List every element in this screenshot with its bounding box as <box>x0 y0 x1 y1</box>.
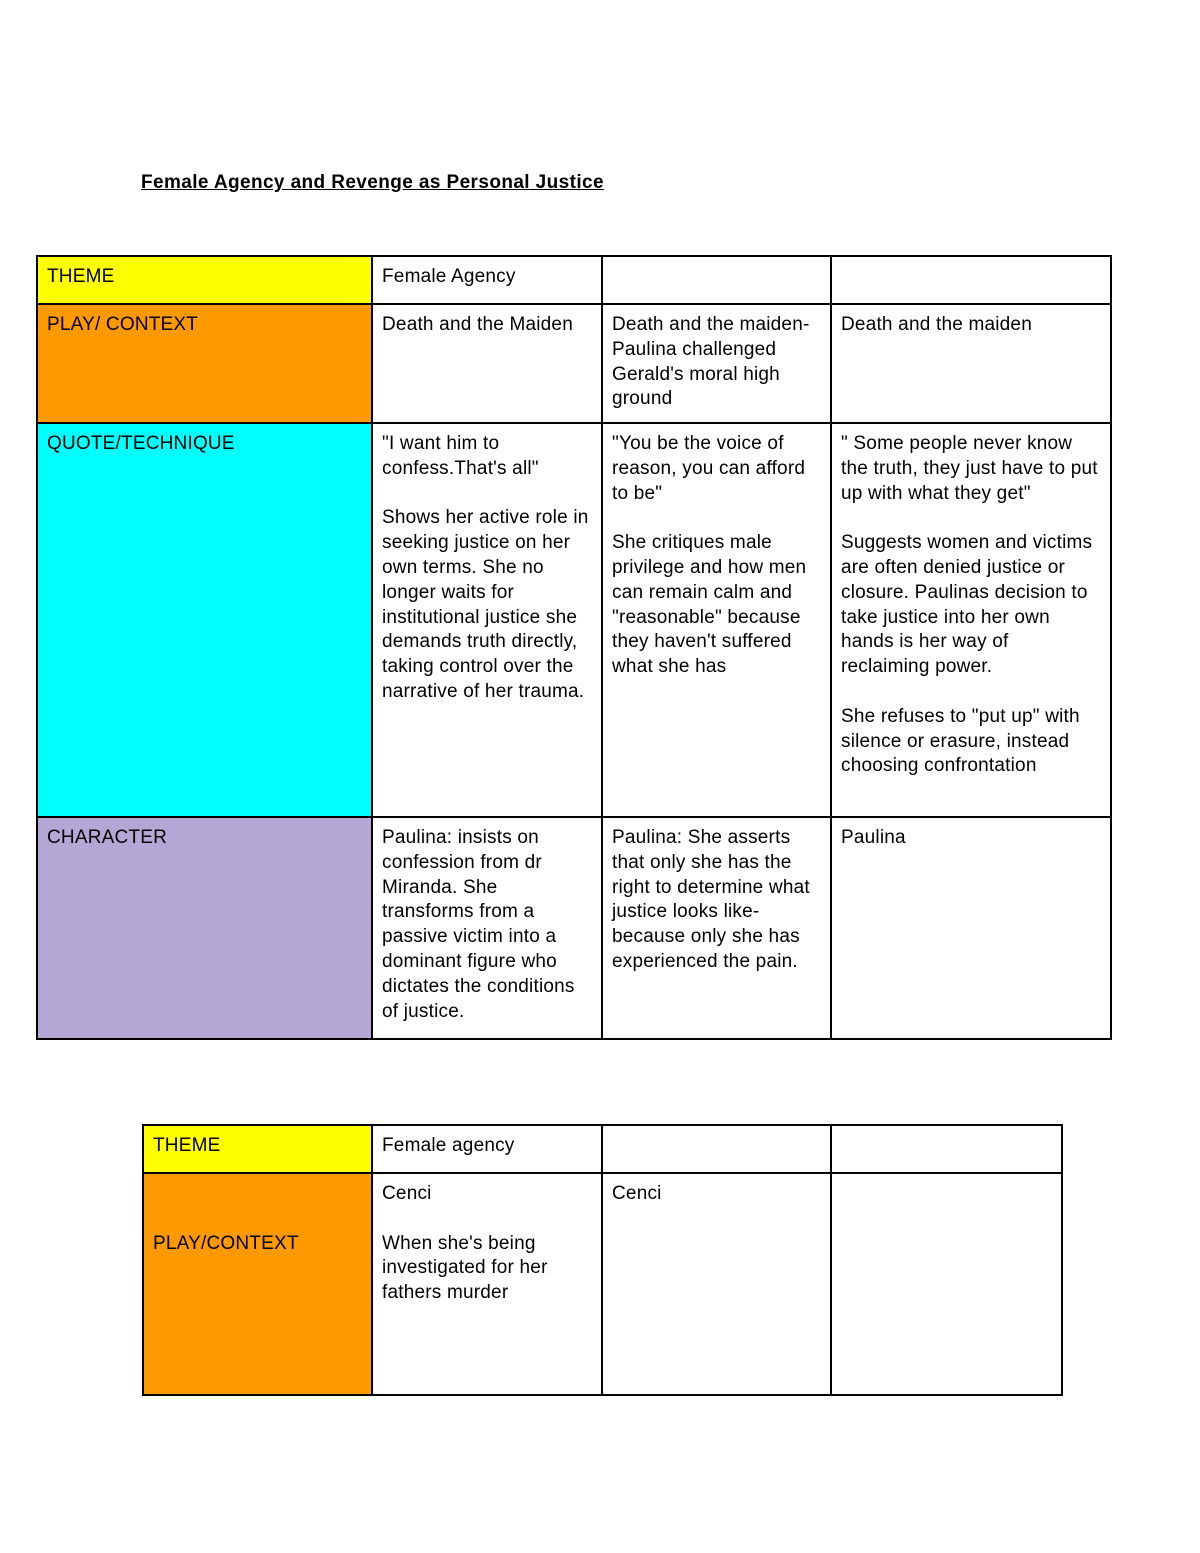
theme-row <box>37 256 1111 304</box>
character-label-cell <box>37 817 372 1039</box>
play-name: Cenci <box>612 1183 662 1204</box>
theme-row <box>143 1125 1062 1173</box>
quote-text: " Some people never know the truth, they just have to put up with what they get" <box>841 433 1098 504</box>
theme-label: THEME <box>47 266 115 287</box>
theme-label-cell <box>37 256 372 304</box>
analysis-text: She critiques male privilege and how men can remain calm and "reasonable" because they haven't suffered what she has <box>612 532 807 678</box>
theme-cell <box>602 256 831 304</box>
play-context-text: Death and the maiden- Paulina challenged Gerald's moral high ground <box>612 314 810 410</box>
context-note: When she's being investigated for her fathers murder <box>382 1232 548 1304</box>
play-context-row <box>37 304 1111 423</box>
quote-technique-label-cell <box>37 423 372 817</box>
play-context-label-spacer <box>153 1182 363 1207</box>
play-context-label: PLAY/CONTEXT <box>153 1232 299 1254</box>
play-context-label-cell <box>143 1173 372 1395</box>
quote-technique-cell <box>602 423 831 817</box>
play-context-cell <box>602 304 831 423</box>
theme-cell <box>602 1125 831 1173</box>
theme-cell <box>372 1125 602 1173</box>
play-context-cell <box>831 1173 1062 1395</box>
play-context-text: Death and the maiden <box>841 314 1032 335</box>
analysis-text: Suggests women and victims are often denied justice or closure. Paulinas decision to take justice into her own hands is her way of reclaiming power. <box>841 532 1093 678</box>
quote-text: "You be the voice of reason, you can afford to be" <box>612 433 806 504</box>
play-context-text: Death and the Maiden <box>382 314 573 335</box>
play-context-cell <box>372 304 602 423</box>
play-context-cell <box>831 304 1111 423</box>
character-cell <box>831 817 1111 1039</box>
theme-label-cell <box>143 1125 372 1173</box>
theme-value: Female agency <box>382 1135 515 1156</box>
character-label: CHARACTER <box>47 827 168 848</box>
character-row <box>37 817 1111 1039</box>
play-context-row <box>143 1173 1062 1395</box>
quote-technique-cell <box>372 423 602 817</box>
quote-technique-row <box>37 423 1111 817</box>
play-context-label-cell <box>37 304 372 423</box>
theme-label: THEME <box>153 1135 221 1156</box>
theme-cell <box>372 256 602 304</box>
theme-table-death-and-the-maiden <box>36 255 1112 1040</box>
quote-technique-cell <box>831 423 1111 817</box>
character-text: Paulina <box>841 827 906 848</box>
play-context-label: PLAY/ CONTEXT <box>47 314 199 335</box>
character-text: Paulina: insists on confession from dr Miranda. She transforms from a passive victim into a dominant figure who dictates the conditions of justice. <box>382 827 575 1022</box>
play-context-cell <box>602 1173 831 1395</box>
character-text: Paulina: She asserts that only she has the right to determine what justice looks like-because only she has experienced the pain. <box>612 827 810 972</box>
theme-value: Female Agency <box>382 266 516 287</box>
play-context-cell <box>372 1173 602 1395</box>
theme-cell <box>831 1125 1062 1173</box>
quote-text: "I want him to confess.That's all" <box>382 433 539 479</box>
theme-table-cenci <box>142 1124 1063 1396</box>
theme-cell <box>831 256 1111 304</box>
document-title: Female Agency and Revenge as Personal Justice <box>141 172 604 193</box>
analysis-text: She refuses to "put up" with silence or erasure, instead choosing confrontation <box>841 705 1080 777</box>
character-cell <box>372 817 602 1039</box>
character-cell <box>602 817 831 1039</box>
quote-technique-label: QUOTE/TECHNIQUE <box>47 433 235 454</box>
play-name: Cenci <box>382 1183 432 1204</box>
analysis-text: Shows her active role in seeking justice on her own terms. She no longer waits for institutional justice she demands truth directly, taking control over the narrative of her trauma. <box>382 507 589 702</box>
